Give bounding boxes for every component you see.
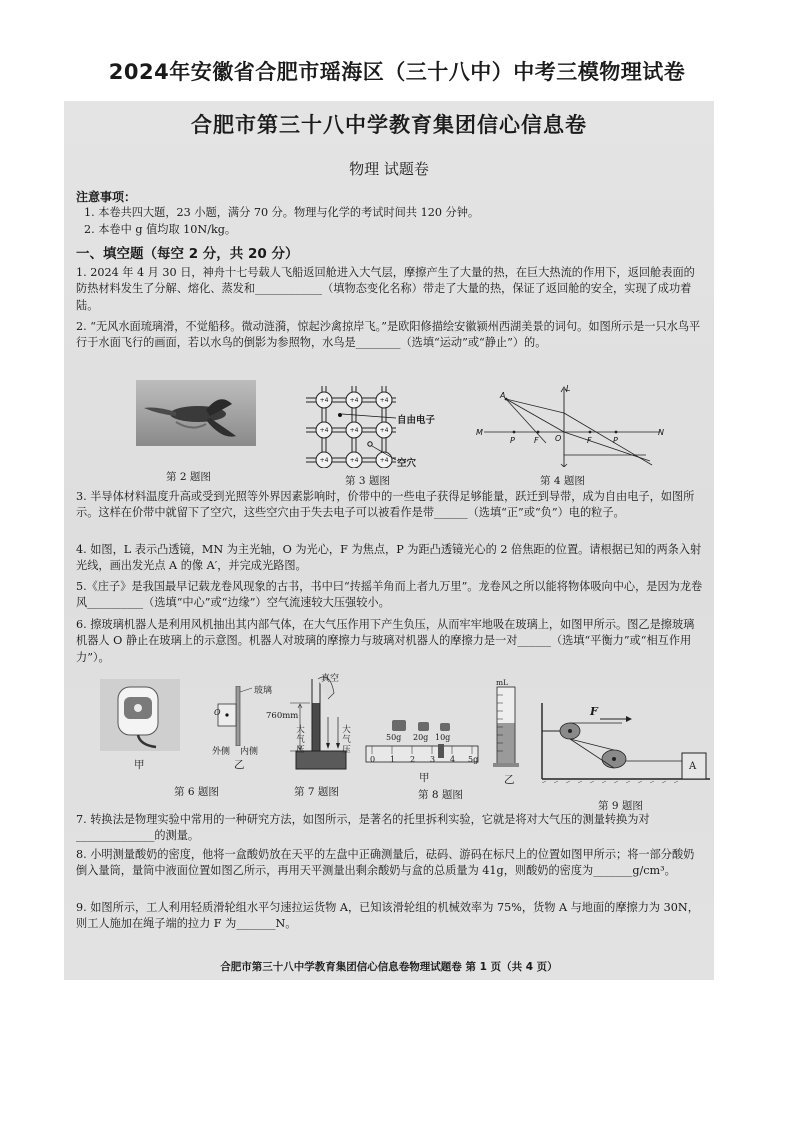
paper-subtitle: 物理 试题卷 <box>349 160 429 178</box>
point-label-P: P <box>510 436 515 445</box>
fig6-outside-label: 外侧 <box>212 747 231 757</box>
question-2: 2. “无风水面琉璃滑，不觉船移。微动涟漪，惊起沙禽掠岸飞。”是欧阳修描绘安徽颍州西湖美景的词句。如图所示是一只水鸟平行于水面飞行的画面，若以水鸟的倒影为参照物，水鸟是________（选填“运动”或“静止”）的。 <box>76 320 701 350</box>
scale-tick: 2 <box>410 755 416 764</box>
ion-label: +4 <box>319 427 329 434</box>
fig8-label-yi: 乙 <box>504 774 515 786</box>
notice-block <box>76 189 704 238</box>
point-label-P2: P <box>613 436 618 445</box>
question-8: 8. 小明测量酸奶的密度，他将一盒酸奶放在天平的左盘中正确测量后，砝码、游码在标尺上的位置如图甲所示；将一部分酸奶倒入量筒，量筒中液面位置如图乙所示，再用天平测量出剩余酸奶与盒的总质量为 41g，则酸奶的密度为_______g/cm³。 <box>76 848 695 878</box>
scale-tick: 4 <box>450 755 456 764</box>
fig9-force-label: F <box>590 705 598 718</box>
pulley-svg <box>540 699 712 783</box>
ion-label: +4 <box>349 427 359 434</box>
fig9-caption: 第 9 题图 <box>598 800 643 812</box>
lens-svg <box>476 381 666 467</box>
question-6: 6. 擦玻璃机器人是利用风机抽出其内部气体，在大气压作用下产生负压，从而牢牢地吸在玻璃上，如图甲所示。图乙是擦玻璃机器人 O 静止在玻璃上的示意图。机器人对玻璃的摩擦力与玻璃对机器人的摩擦力是一对______（选填“平衡力”或“相互作用力”）。 <box>76 618 695 664</box>
fig3-caption: 第 3 题图 <box>345 475 390 487</box>
torricelli-svg <box>272 673 372 773</box>
question-9: 9. 如图所示，工人利用轻质滑轮组水平匀速拉运货物 A，已知该滑轮组的机械效率为 75%，货物 A 与地面的摩擦力为 30N，则工人施加在绳子端的拉力 F 为_______N。 <box>76 901 699 931</box>
question-5: 5.《庄子》是我国最早记载龙卷风现象的古书，书中曰“抟摇羊角而上者九万里”。龙卷风之所以能将物体吸向中心，是因为龙卷风__________（选填“中心”或“边缘”）空气流速较大压强较小。 <box>76 580 703 610</box>
ion-label: +4 <box>379 427 389 434</box>
ion-label: +4 <box>379 397 389 404</box>
fig6-inside-label: 内侧 <box>240 747 259 757</box>
fig6-label-yi: 乙 <box>234 759 245 771</box>
question-7: 7. 转换法是物理实验中常用的一种研究方法，如图所示，是著名的托里拆利实验，它就是将对大气压的测量转换为对______________的测量。 <box>76 813 650 843</box>
fig7-height-label: 760mm <box>266 711 299 721</box>
fig8-caption: 第 8 题图 <box>418 789 463 801</box>
exam-paper-scan <box>64 101 714 980</box>
weight-label-50g: 50g <box>386 733 402 742</box>
fig8-label-jia: 甲 <box>419 772 430 784</box>
fig6-robot-photo <box>100 679 180 751</box>
point-label-O: O <box>555 434 562 443</box>
question-3: 3. 半导体材料温度升高或受到光照等外界因素影响时，价带中的一些电子获得足够能量，跃迁到导带，成为自由电子，如图所示。这样在价带中就留下了空穴，这些空穴由于失去电子可以被看作是带______（选填“正”或“负”）电的粒子。 <box>76 490 695 520</box>
robot-image <box>100 679 180 751</box>
fig4-lens-diagram <box>476 381 666 467</box>
fig8-weights-scale <box>364 716 484 768</box>
fig8-cylinder <box>489 677 529 769</box>
fig9-pulley-diagram <box>540 699 712 783</box>
page-footer: 合肥市第三十八中学教育集团信心信息卷物理试题卷 第 1 页（共 4 页） <box>220 961 558 973</box>
weight-label-10g: 10g <box>435 733 451 742</box>
fig7-pressure-label-right: 大气压 <box>342 725 351 755</box>
fig7-pressure-label-left: 大气压 <box>296 725 305 755</box>
ion-label: +4 <box>349 397 359 404</box>
section-heading: 一、填空题（每空 2 分，共 20 分） <box>76 246 299 262</box>
fig3-hole-label: 空穴 <box>397 458 417 469</box>
notice-label: 注意事项： <box>76 190 137 204</box>
fig2-bird-photo <box>136 380 256 446</box>
scale-tick: 5g <box>468 755 479 764</box>
point-label-F2: F <box>587 436 592 445</box>
fig6-o-label: O <box>214 708 221 717</box>
weight-label-20g: 20g <box>413 733 429 742</box>
fig7-caption: 第 7 题图 <box>294 786 339 798</box>
document-title: 2024年安徽省合肥市瑶海区（三十八中）中考三模物理试卷 <box>108 60 686 84</box>
paper-header: 合肥市第三十八中学教育集团信心信息卷 <box>191 113 587 137</box>
fig6-glass-label: 玻璃 <box>254 686 273 696</box>
notice-item: 1. 本卷共四大题，23 小题，满分 70 分。物理与化学的考试时间共 120 分钟。 <box>84 206 480 220</box>
scale-svg <box>364 716 484 768</box>
fig6-caption: 第 6 题图 <box>174 786 219 798</box>
ion-label: +4 <box>349 457 359 464</box>
question-1: 1. 2024 年 4 月 30 日，神舟十七号载人飞船返回舱进入大气层，摩擦产生了大量的热，在巨大热流的作用下，返回舱表面的防热材料发生了分解、熔化、蒸发和____________（填物态变化名称）带走了大量的热，保证了返回舱的安全，实现了成功着陆。 <box>76 266 695 312</box>
cylinder-svg <box>489 677 529 769</box>
scale-tick: 0 <box>370 755 376 764</box>
fig6-label-jia: 甲 <box>134 759 145 771</box>
scale-tick: 1 <box>390 755 396 764</box>
point-label-A: A <box>500 391 506 400</box>
fig7-vacuum-label: 真空 <box>321 674 340 684</box>
bird-image <box>136 380 256 446</box>
fig3-free-electron-label: 自由电子 <box>397 415 436 426</box>
question-4: 4. 如图，L 表示凸透镜，MN 为主光轴，O 为光心，F 为焦点，P 为距凸透镜光心的 2 倍焦距的位置。请根据已知的两条入射光线，画出发光点 A 的像 A′，并完成光路图。 <box>76 543 702 573</box>
fig7-torricelli-diagram <box>272 673 372 773</box>
fig9-cargo-label: A <box>689 761 697 772</box>
ion-label: +4 <box>319 397 329 404</box>
lens-label-L: L <box>566 384 571 393</box>
notice-item: 2. 本卷中 g 值均取 10N/kg。 <box>84 222 237 236</box>
axis-label-M: M <box>476 428 483 437</box>
scale-tick: 3 <box>430 755 436 764</box>
fig4-caption: 第 4 题图 <box>540 475 585 487</box>
cylinder-unit-label: mL <box>496 678 509 687</box>
fig2-caption: 第 2 题图 <box>166 471 211 483</box>
ion-label: +4 <box>319 457 329 464</box>
point-label-F: F <box>534 436 539 445</box>
axis-label-N: N <box>658 428 664 437</box>
ion-label: +4 <box>379 457 389 464</box>
